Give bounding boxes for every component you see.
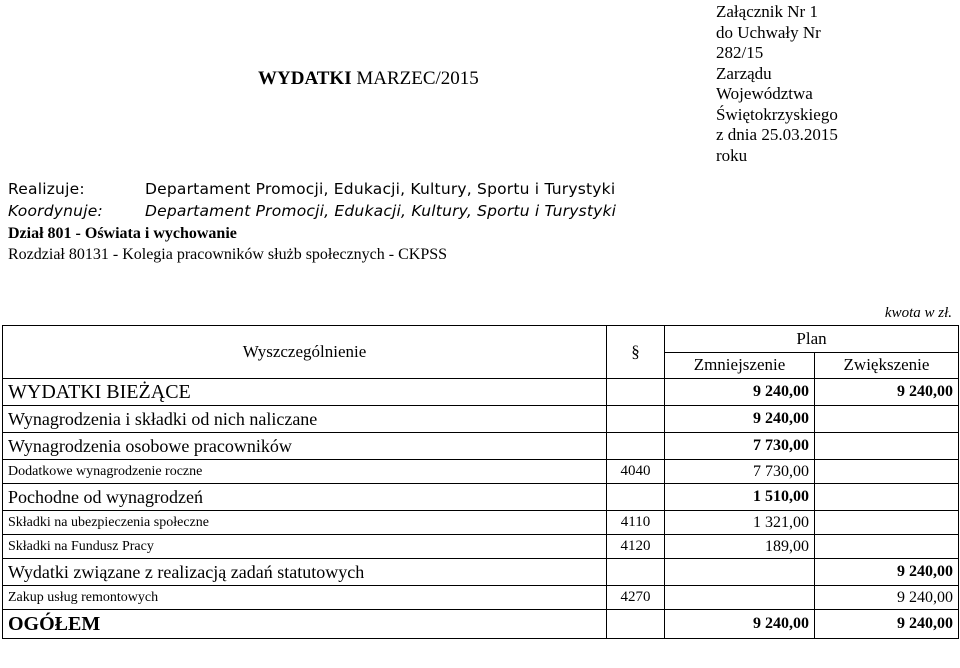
row-description: WYDATKI BIEŻĄCE (3, 379, 607, 406)
row-description: Zakup usług remontowych (3, 586, 607, 610)
row-description: Składki na Fundusz Pracy (3, 535, 607, 559)
header-plan: Plan (665, 326, 959, 353)
table-row (3, 484, 959, 511)
document-title: WYDATKI MARZEC/2015 (258, 68, 479, 89)
row-increase: 9 240,00 (815, 379, 959, 406)
realizuje-label: Realizuje: (8, 180, 85, 198)
row-decrease (665, 559, 815, 586)
row-description: Wydatki związane z realizacją zadań statutowych (3, 559, 607, 586)
dzial-heading: Dział 801 - Oświata i wychowanie (8, 225, 237, 242)
row-decrease: 9 240,00 (665, 379, 815, 406)
table-row (3, 586, 959, 610)
row-increase: 9 240,00 (815, 586, 959, 610)
row-description: Składki na ubezpieczenia społeczne (3, 511, 607, 535)
annex-line: Województwa (716, 84, 813, 103)
annex-line: z dnia 25.03.2015 (716, 125, 838, 144)
total-row (3, 610, 959, 639)
row-decrease: 7 730,00 (665, 460, 815, 484)
annex-line: 282/15 (716, 43, 764, 62)
row-decrease (665, 586, 815, 610)
realizuje-value: Departament Promocji, Edukacji, Kultury, Sportu i Turystyki (145, 180, 616, 198)
total-decrease: 9 240,00 (665, 610, 815, 639)
koordynuje-label: Koordynuje: (8, 202, 103, 220)
table-row (3, 460, 959, 484)
row-increase (815, 460, 959, 484)
row-increase (815, 406, 959, 433)
annex-line: Zarządu (716, 63, 772, 83)
row-decrease: 7 730,00 (665, 433, 815, 460)
table-row (3, 433, 959, 460)
row-increase (815, 511, 959, 535)
expenses-table (2, 325, 959, 639)
rozdzial-heading: Rozdział 80131 - Kolegia pracowników służb społecznych - CKPSS (8, 246, 448, 263)
header-description: Wyszczególnienie (3, 326, 607, 379)
row-paragraph (607, 559, 665, 586)
total-label: OGÓŁEM (3, 610, 607, 639)
row-increase (815, 433, 959, 460)
row-decrease: 9 240,00 (665, 406, 815, 433)
row-description: Pochodne od wynagrodzeń (3, 484, 607, 511)
annex-line: roku (716, 145, 748, 165)
row-paragraph (607, 406, 665, 433)
row-decrease: 1 510,00 (665, 484, 815, 511)
row-description: Wynagrodzenia osobowe pracowników (3, 433, 607, 460)
header-increase: Zwiększenie (815, 352, 959, 379)
table-row (3, 406, 959, 433)
table-row (3, 511, 959, 535)
row-paragraph: 4270 (607, 586, 665, 610)
row-increase (815, 535, 959, 559)
koordynuje-value: Departament Promocji, Edukacji, Kultury, Sportu i Turystyki (145, 202, 617, 220)
row-description: Wynagrodzenia i składki od nich naliczane (3, 406, 607, 433)
annex-line: Świętokrzyskiego (716, 104, 838, 124)
row-paragraph (607, 484, 665, 511)
table-row (3, 379, 959, 406)
table-row (3, 535, 959, 559)
row-increase (815, 484, 959, 511)
row-paragraph: 4120 (607, 535, 665, 559)
annex-line: do Uchwały Nr (716, 22, 821, 42)
annex-note (716, 2, 866, 166)
row-increase: 9 240,00 (815, 559, 959, 586)
row-paragraph (607, 433, 665, 460)
total-paragraph (607, 610, 665, 639)
amount-unit-note: kwota w zł. (884, 305, 952, 321)
annex-line: Załącznik Nr 1 (716, 2, 818, 21)
table-row (3, 559, 959, 586)
row-paragraph: 4040 (607, 460, 665, 484)
header-paragraph: § (607, 326, 665, 379)
row-decrease: 1 321,00 (665, 511, 815, 535)
row-decrease: 189,00 (665, 535, 815, 559)
row-description: Dodatkowe wynagrodzenie roczne (3, 460, 607, 484)
row-paragraph: 4110 (607, 511, 665, 535)
header-decrease: Zmniejszenie (665, 352, 815, 379)
row-paragraph (607, 379, 665, 406)
total-increase: 9 240,00 (815, 610, 959, 639)
